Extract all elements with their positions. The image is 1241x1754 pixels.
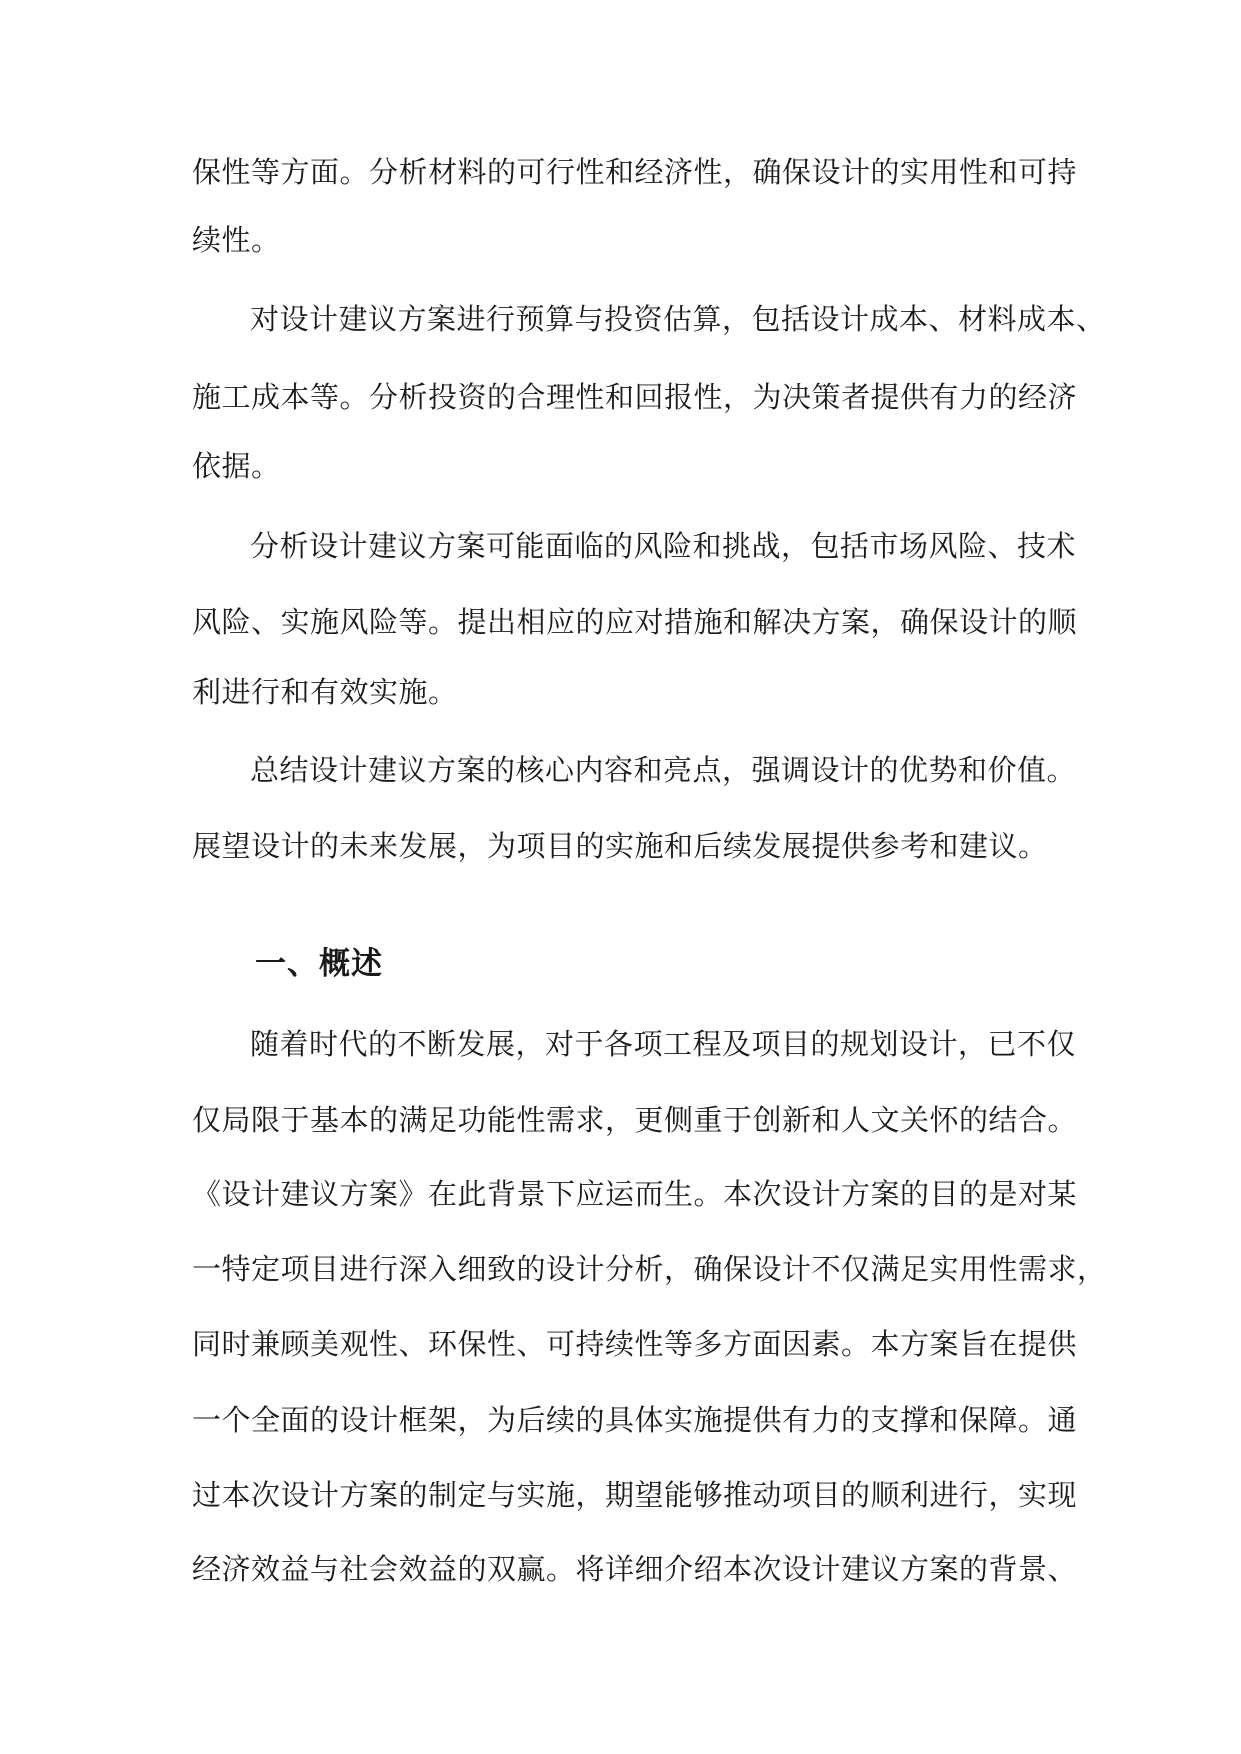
section-heading: 一、概述 (255, 946, 383, 982)
paragraph-line: 分析设计建议方案可能面临的风险和挑战，包括市场风险、技术 (250, 529, 1077, 563)
paragraph-line: 总结设计建议方案的核心内容和亮点，强调设计的优势和价值。 (250, 753, 1077, 787)
paragraph-line: 同时兼顾美观性、环保性、可持续性等多方面因素。本方案旨在提供 (192, 1327, 1078, 1361)
paragraph-line: 一特定项目进行深入细致的设计分析，确保设计不仅满足实用性需求， (192, 1252, 1107, 1286)
paragraph-line: 保性等方面。分析材料的可行性和经济性，确保设计的实用性和可持 (192, 155, 1078, 189)
paragraph-line: 展望设计的未来发展，为项目的实施和后续发展提供参考和建议。 (192, 829, 1048, 863)
paragraph-line: 一个全面的设计框架，为后续的具体实施提供有力的支撑和保障。通 (192, 1403, 1078, 1437)
paragraph-line: 仅局限于基本的满足功能性需求，更侧重于创新和人文关怀的结合。 (192, 1103, 1078, 1137)
paragraph-line: 施工成本等。分析投资的合理性和回报性，为决策者提供有力的经济 (192, 380, 1078, 414)
paragraph-line: 续性。 (192, 223, 281, 257)
paragraph-line: 随着时代的不断发展，对于各项工程及项目的规划设计，已不仅 (250, 1027, 1077, 1061)
paragraph-line: 《设计建议方案》在此背景下应运而生。本次设计方案的目的是对某 (192, 1177, 1078, 1211)
paragraph-line: 风险、实施风险等。提出相应的应对措施和解决方案，确保设计的顺 (192, 605, 1078, 639)
paragraph-line: 依据。 (192, 449, 281, 483)
paragraph-line: 对设计建议方案进行预算与投资估算，包括设计成本、材料成本、 (250, 302, 1106, 336)
paragraph-line: 利进行和有效实施。 (192, 675, 458, 709)
paragraph-line: 过本次设计方案的制定与实施，期望能够推动项目的顺利进行，实现 (192, 1478, 1078, 1512)
paragraph-line: 经济效益与社会效益的双赢。将详细介绍本次设计建议方案的背景、 (192, 1552, 1078, 1586)
